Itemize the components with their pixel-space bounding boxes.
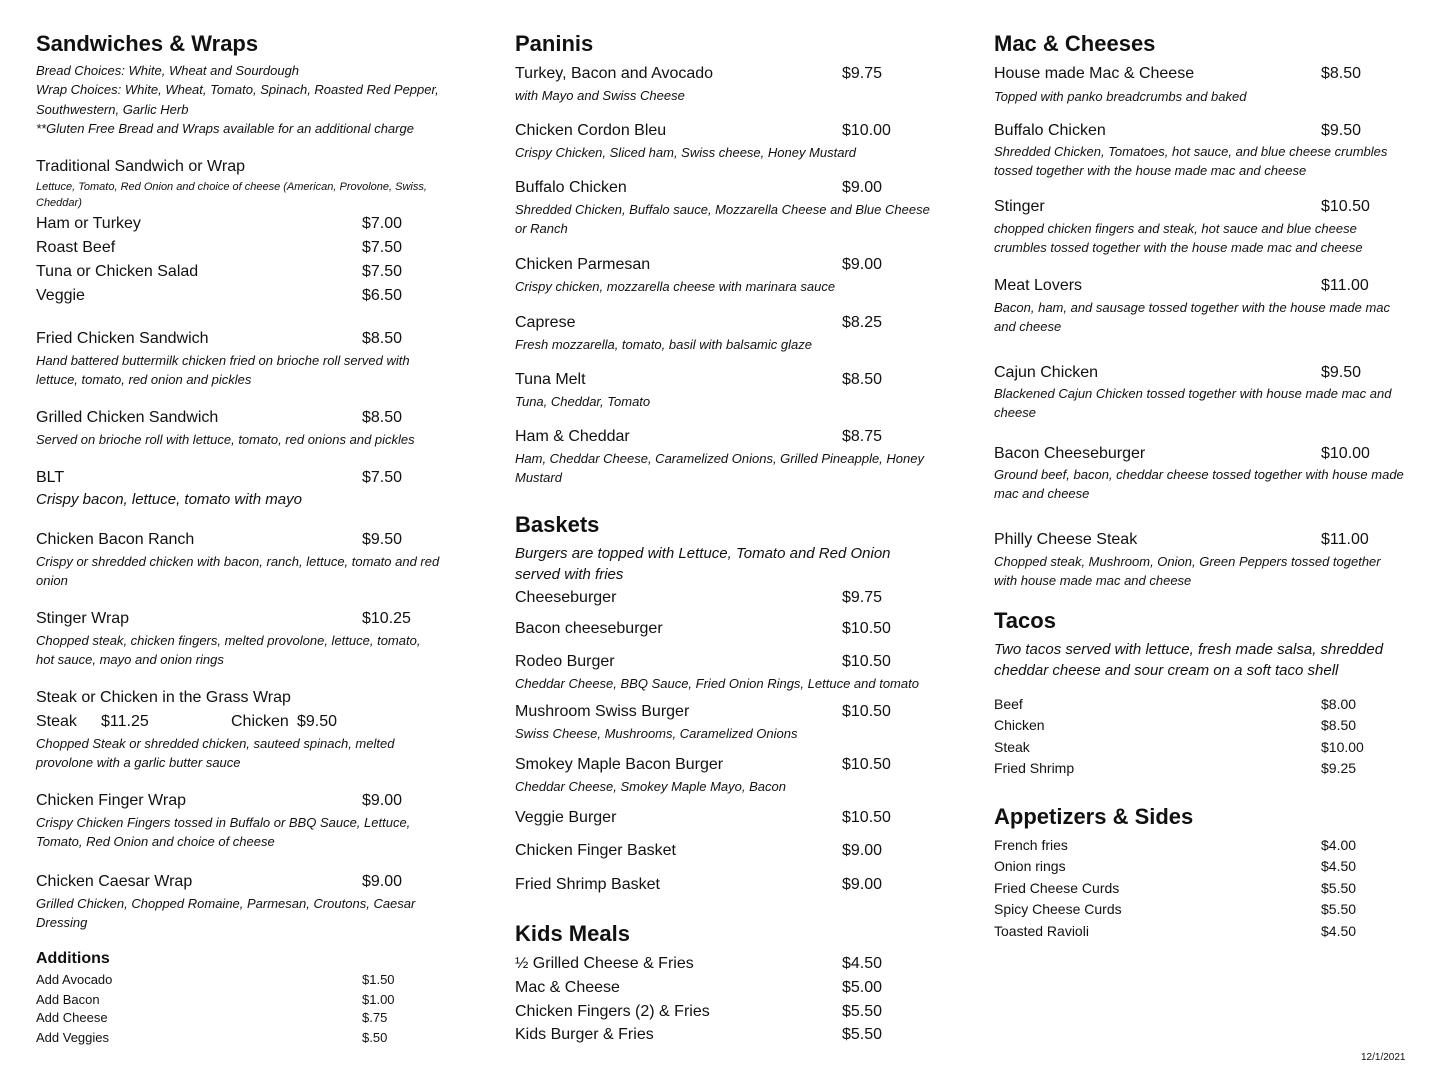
steak-label: Steak: [36, 713, 77, 730]
item-price: $9.00: [842, 179, 883, 196]
item-price: $9.50: [1321, 364, 1362, 381]
item-desc: Tuna, Cheddar, Tomato: [515, 394, 651, 409]
item-name: Chicken Caesar Wrap: [36, 873, 193, 890]
item-price: $8.50: [842, 371, 883, 388]
section-title-kids: Kids Meals: [515, 921, 630, 946]
column-paninis: [515, 0, 935, 1080]
item-price: $9.50: [1321, 122, 1362, 139]
item-name: Fried Shrimp Basket: [515, 876, 660, 893]
item-desc: Served on brioche roll with lettuce, tomato, red onions and pickles: [36, 432, 415, 447]
section-title-apps: Appetizers & Sides: [994, 804, 1194, 829]
item-desc: Shredded Chicken, Tomatoes, hot sauce, and blue cheese crumbles tossed together with the house made mac and cheese: [994, 144, 1388, 178]
item-desc: Crispy chicken, mozzarella cheese with marinara sauce: [515, 279, 836, 294]
item-name: Chicken Finger Basket: [515, 842, 676, 859]
taco-name: Chicken: [994, 717, 1045, 733]
addition-name: Add Veggies: [36, 1030, 110, 1045]
baskets-intro: Burgers are topped with Lettuce, Tomato and Red Onion served with fries: [515, 545, 891, 583]
item-name: BLT: [36, 469, 65, 486]
wrap-choices-note-cont: Southwestern, Garlic Herb: [36, 102, 189, 117]
item-desc: Topped with panko breadcrumbs and baked: [994, 89, 1247, 104]
addition-price: $.75: [362, 1010, 388, 1025]
item-name: Chicken Cordon Bleu: [515, 122, 667, 139]
item-desc: Crispy Chicken Fingers tossed in Buffalo or BBQ Sauce, Lettuce, Tomato, Red Onion and choice of cheese: [36, 815, 411, 849]
item-desc: Chopped Steak or shredded chicken, sauteed spinach, melted provolone with a garlic butter sauce: [36, 736, 395, 770]
item-desc: Chopped steak, chicken fingers, melted provolone, lettuce, tomato, hot sauce, mayo and onion rings: [36, 633, 421, 667]
item-name: Kids Burger & Fries: [515, 1026, 654, 1043]
item-price: $7.50: [362, 469, 403, 486]
item-desc: Blackened Cajun Chicken tossed together with house made mac and cheese: [994, 386, 1392, 420]
steak-price: $11.25: [101, 713, 149, 730]
addition-price: $1.00: [362, 992, 395, 1007]
item-name: Mac & Cheese: [515, 979, 620, 996]
item-price: $10.50: [842, 703, 891, 720]
item-desc: Chopped steak, Mushroom, Onion, Green Peppers tossed together with house made mac and cheese: [994, 554, 1381, 588]
item-name: Chicken Finger Wrap: [36, 792, 186, 809]
item-desc: Lettuce, Tomato, Red Onion and choice of cheese (American, Provolone, Swiss, Cheddar): [36, 181, 427, 209]
taco-price: $9.25: [1321, 760, 1357, 776]
taco-name: Fried Shrimp: [994, 760, 1075, 776]
item-name: Bacon cheeseburger: [515, 620, 663, 637]
item-name: Meat Lovers: [994, 277, 1083, 294]
option-name: Ham or Turkey: [36, 215, 141, 232]
item-price: $9.00: [842, 256, 883, 273]
addition-price: $.50: [362, 1030, 388, 1045]
item-price: $11.00: [1321, 531, 1369, 548]
app-name: French fries: [994, 837, 1068, 853]
app-name: Toasted Ravioli: [994, 923, 1089, 939]
item-name: Grilled Chicken Sandwich: [36, 409, 219, 426]
additions-title: Additions: [36, 950, 110, 967]
gluten-free-note: **Gluten Free Bread and Wraps available for an additional charge: [36, 121, 414, 136]
item-price: $8.50: [362, 330, 403, 347]
item-name: Ham & Cheddar: [515, 428, 630, 445]
item-name: Chicken Parmesan: [515, 256, 651, 273]
item-name: Traditional Sandwich or Wrap: [36, 158, 245, 175]
item-price: $9.00: [362, 873, 403, 890]
item-price: $10.50: [842, 653, 891, 670]
item-price: $10.00: [1321, 445, 1370, 462]
taco-name: Steak: [994, 739, 1030, 755]
bread-choices-note: Bread Choices: White, Wheat and Sourdough: [36, 63, 300, 78]
item-price: $8.50: [1321, 65, 1362, 82]
app-price: $4.00: [1321, 837, 1357, 853]
item-name: Bacon Cheeseburger: [994, 445, 1146, 462]
item-price: $5.50: [842, 1003, 883, 1020]
item-name: Stinger: [994, 198, 1045, 215]
option-name: Roast Beef: [36, 239, 116, 256]
item-price: $5.00: [842, 979, 883, 996]
option-price: $6.50: [362, 287, 403, 304]
item-price: $10.50: [842, 756, 891, 773]
column-mac: [994, 0, 1414, 1080]
taco-price: $10.00: [1321, 739, 1364, 755]
option-price: $7.50: [362, 239, 403, 256]
item-desc: Cheddar Cheese, BBQ Sauce, Fried Onion Rings, Lettuce and tomato: [515, 676, 919, 691]
item-name: Buffalo Chicken: [515, 179, 627, 196]
item-name: Fried Chicken Sandwich: [36, 330, 209, 347]
wrap-choices-note: Wrap Choices: White, Wheat, Tomato, Spinach, Roasted Red Pepper,: [36, 82, 439, 97]
item-price: $5.50: [842, 1026, 883, 1043]
item-price: $8.75: [842, 428, 883, 445]
item-name: Rodeo Burger: [515, 653, 615, 670]
option-name: Veggie: [36, 287, 85, 304]
addition-name: Add Cheese: [36, 1010, 108, 1025]
item-price: $8.25: [842, 314, 883, 331]
section-title-mac: Mac & Cheeses: [994, 31, 1156, 56]
item-name: Stinger Wrap: [36, 610, 130, 627]
item-name: Caprese: [515, 314, 576, 331]
item-price: $10.50: [842, 620, 891, 637]
app-name: Fried Cheese Curds: [994, 880, 1120, 896]
item-name: House made Mac & Cheese: [994, 65, 1195, 82]
item-name: Smokey Maple Bacon Burger: [515, 756, 724, 773]
item-name: ½ Grilled Cheese & Fries: [515, 955, 694, 972]
item-desc: Cheddar Cheese, Smokey Maple Mayo, Bacon: [515, 779, 786, 794]
chicken-label: Chicken: [231, 713, 289, 730]
item-name: Tuna Melt: [515, 371, 586, 388]
item-desc: Bacon, ham, and sausage tossed together with the house made mac and cheese: [994, 300, 1391, 334]
item-desc: Crispy or shredded chicken with bacon, ranch, lettuce, tomato and red onion: [36, 554, 440, 588]
option-price: $7.00: [362, 215, 403, 232]
chicken-price: $9.50: [297, 713, 338, 730]
app-price: $5.50: [1321, 880, 1357, 896]
section-title-paninis: Paninis: [515, 31, 594, 56]
item-desc: Grilled Chicken, Chopped Romaine, Parmesan, Croutons, Caesar Dressing: [36, 896, 416, 930]
app-price: $4.50: [1321, 858, 1357, 874]
taco-price: $8.00: [1321, 696, 1357, 712]
section-title-baskets: Baskets: [515, 512, 600, 537]
tacos-intro: Two tacos served with lettuce, fresh made salsa, shredded cheddar cheese and sour cream on a soft taco shell: [994, 641, 1384, 679]
item-desc: Hand battered buttermilk chicken fried on brioche roll served with lettuce, tomato, red onion and pickles: [36, 353, 410, 387]
item-name: Turkey, Bacon and Avocado: [515, 65, 714, 82]
addition-price: $1.50: [362, 972, 395, 987]
item-price: $8.50: [362, 409, 403, 426]
section-title-sandwiches: Sandwiches & Wraps: [36, 31, 259, 56]
item-desc: with Mayo and Swiss Cheese: [515, 88, 685, 103]
addition-name: Add Bacon: [36, 992, 100, 1007]
item-price: $9.00: [362, 792, 403, 809]
item-name: Buffalo Chicken: [994, 122, 1106, 139]
app-price: $5.50: [1321, 901, 1357, 917]
item-price: $10.25: [362, 610, 411, 627]
item-name: Philly Cheese Steak: [994, 531, 1138, 548]
item-desc: Fresh mozzarella, tomato, basil with balsamic glaze: [515, 337, 812, 352]
item-price: $4.50: [842, 955, 883, 972]
section-title-tacos: Tacos: [994, 608, 1056, 633]
item-desc: chopped chicken fingers and steak, hot sauce and blue cheese crumbles tossed together with the house made mac and cheese: [994, 221, 1363, 255]
item-price: $9.50: [362, 531, 403, 548]
app-name: Spicy Cheese Curds: [994, 901, 1122, 917]
item-desc: Crispy bacon, lettuce, tomato with mayo: [36, 491, 302, 508]
item-name: Chicken Bacon Ranch: [36, 531, 195, 548]
taco-name: Beef: [994, 696, 1023, 712]
item-price: $10.50: [1321, 198, 1370, 215]
item-desc: Ham, Cheddar Cheese, Caramelized Onions, Grilled Pineapple, Honey Mustard: [515, 451, 924, 485]
addition-name: Add Avocado: [36, 972, 113, 987]
app-name: Onion rings: [994, 858, 1066, 874]
item-name: Steak or Chicken in the Grass Wrap: [36, 689, 291, 706]
item-name: Veggie Burger: [515, 809, 617, 826]
option-name: Tuna or Chicken Salad: [36, 263, 199, 280]
item-name: Cajun Chicken: [994, 364, 1099, 381]
item-name: Chicken Fingers (2) & Fries: [515, 1003, 710, 1020]
item-desc: Crispy Chicken, Sliced ham, Swiss cheese, Honey Mustard: [515, 145, 857, 160]
item-desc: Shredded Chicken, Buffalo sauce, Mozzarella Cheese and Blue Cheese or Ranch: [515, 202, 930, 236]
item-price: $9.75: [842, 589, 883, 606]
item-name: Cheeseburger: [515, 589, 617, 606]
taco-price: $8.50: [1321, 717, 1357, 733]
app-price: $4.50: [1321, 923, 1357, 939]
item-price: $9.75: [842, 65, 883, 82]
item-name: Mushroom Swiss Burger: [515, 703, 690, 720]
item-price: $9.00: [842, 842, 883, 859]
menu-date: 12/1/2021: [1361, 1052, 1406, 1063]
item-price: $9.00: [842, 876, 883, 893]
option-price: $7.50: [362, 263, 403, 280]
item-price: $10.00: [842, 122, 891, 139]
item-desc: Ground beef, bacon, cheddar cheese tossed together with house made mac and cheese: [994, 467, 1404, 501]
item-desc: Swiss Cheese, Mushrooms, Caramelized Onions: [515, 726, 798, 741]
item-price: $11.00: [1321, 277, 1369, 294]
item-price: $10.50: [842, 809, 891, 826]
column-sandwiches: [36, 0, 466, 1080]
